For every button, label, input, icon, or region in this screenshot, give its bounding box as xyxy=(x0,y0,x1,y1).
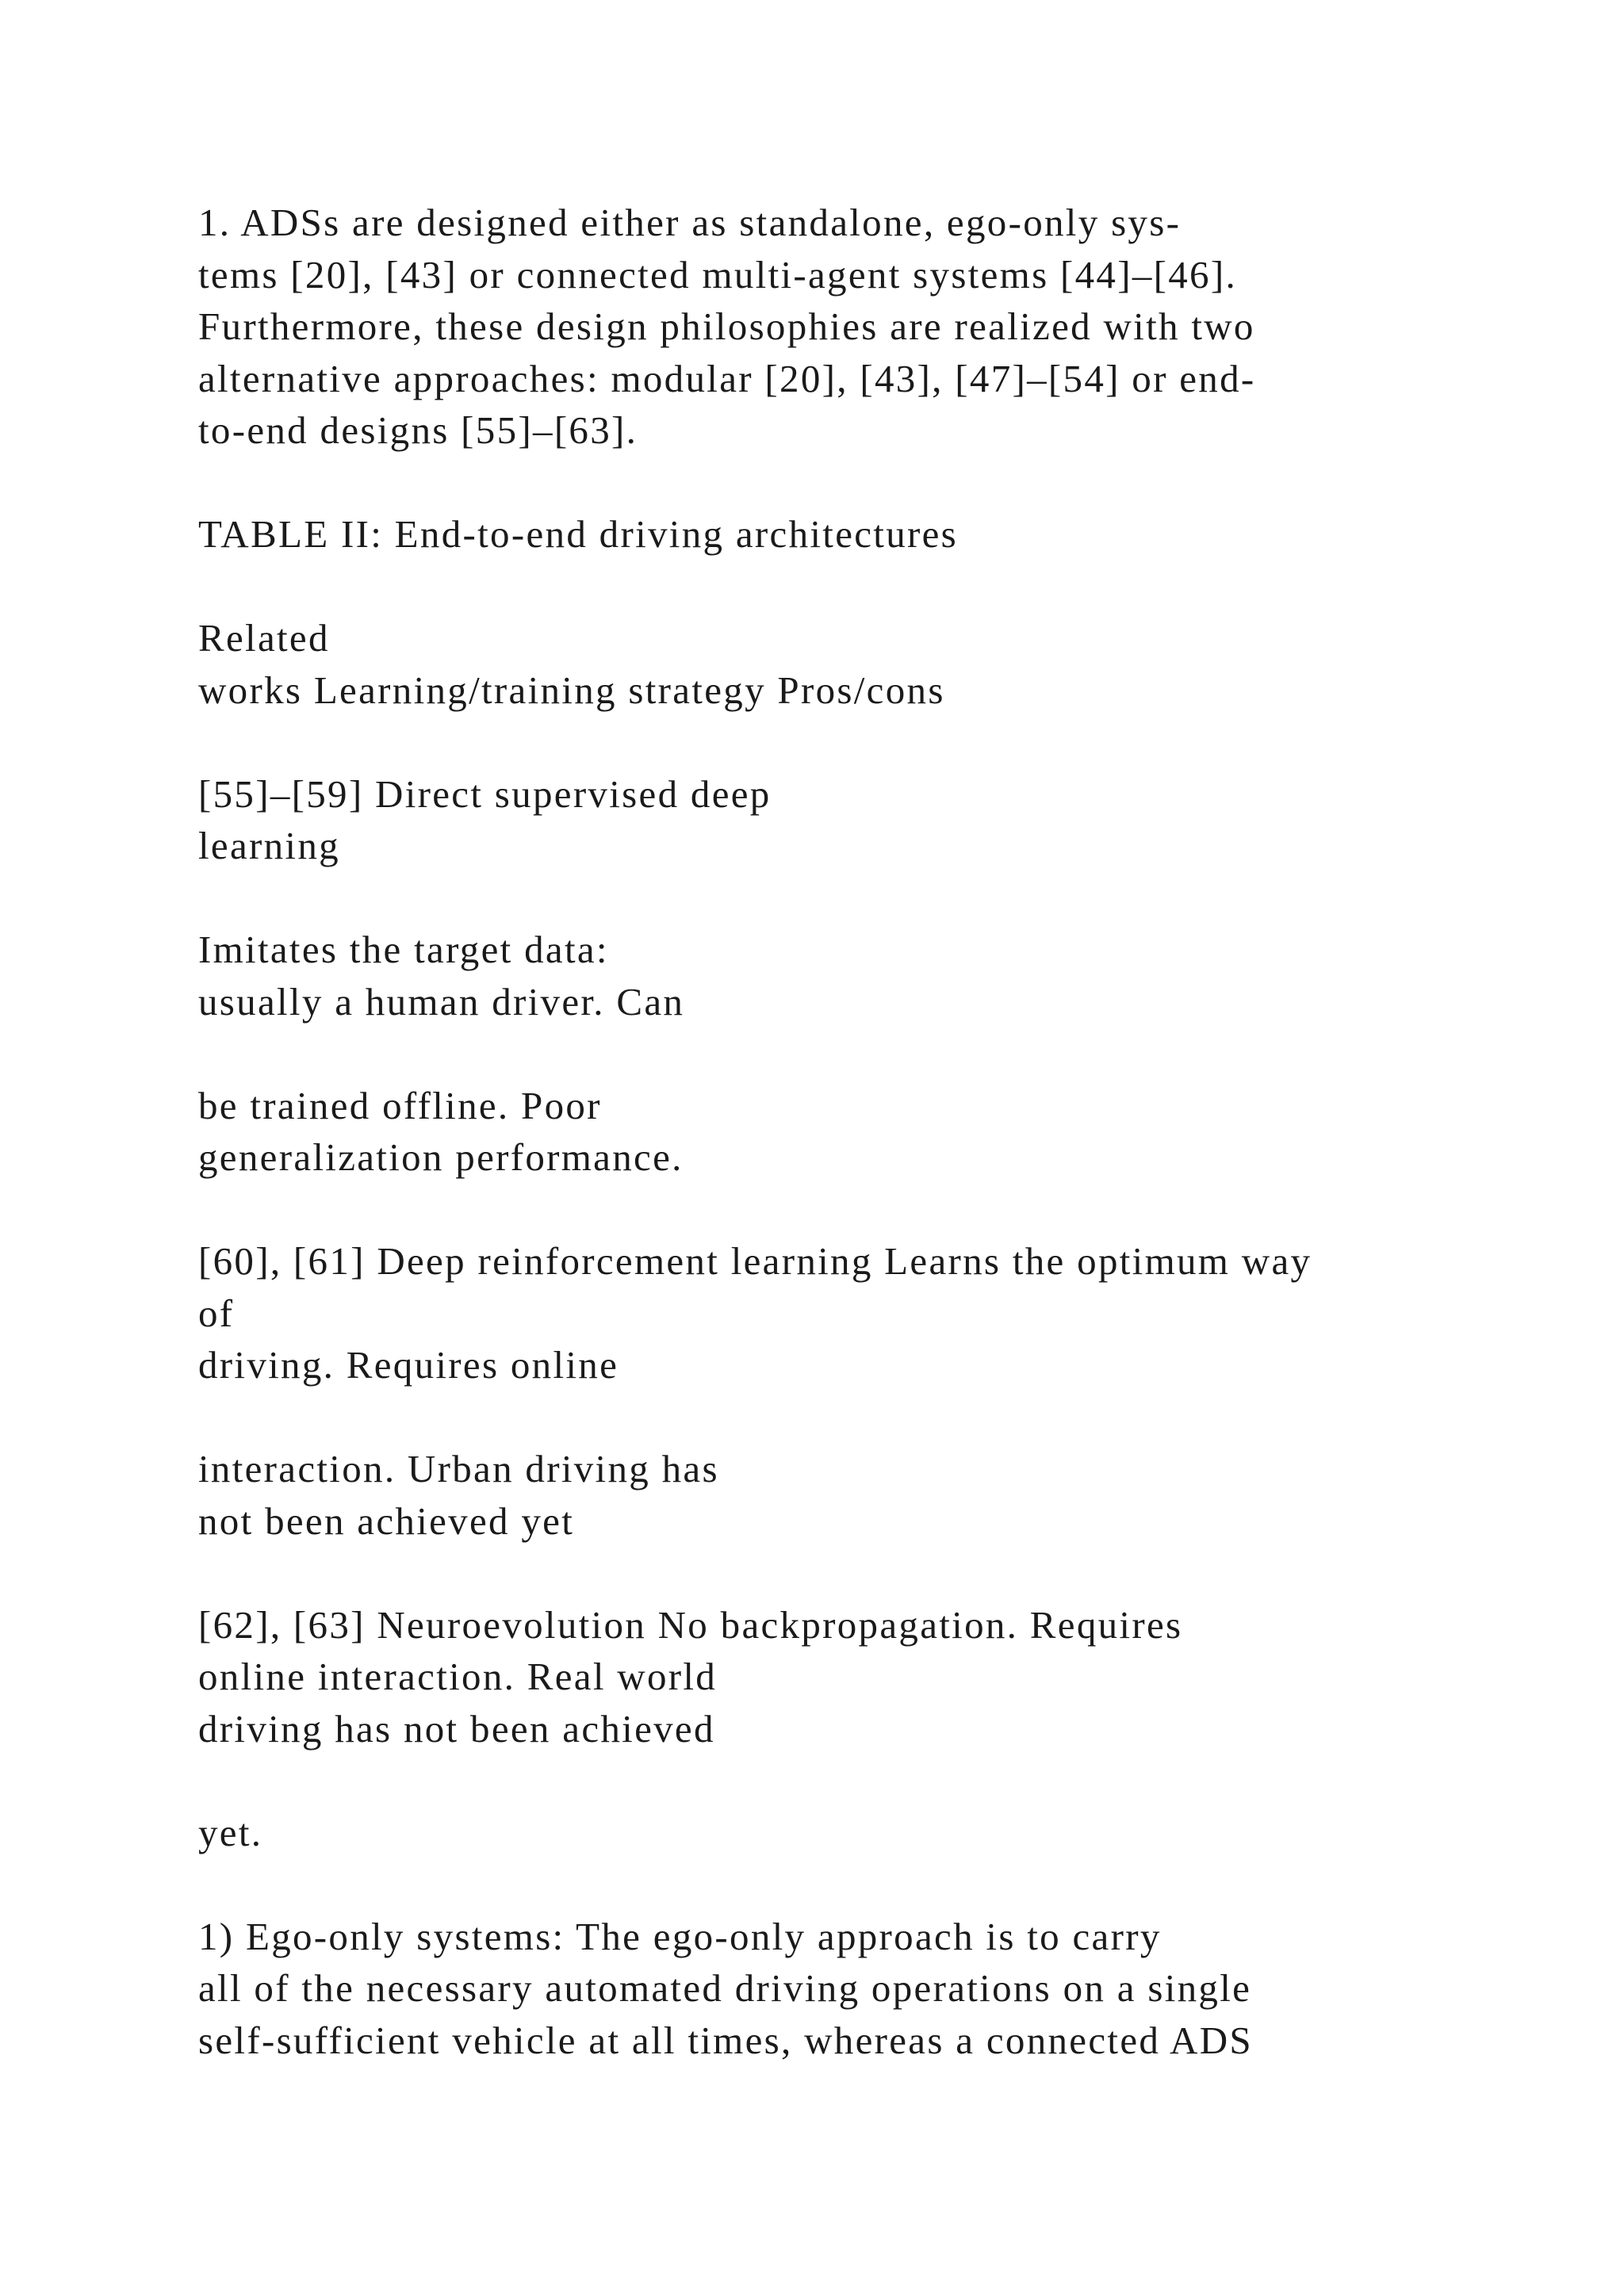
text-line: alternative approaches: modular [20], [43], [47]–[54] or end- xyxy=(198,356,1256,400)
text-line: self-sufficient vehicle at all times, whereas a connected ADS xyxy=(198,2018,1253,2062)
intro-paragraph xyxy=(198,197,1546,457)
ego-only-paragraph xyxy=(198,1911,1546,2067)
text-line: Imitates the target data: xyxy=(198,928,609,971)
table-row-2-strategy xyxy=(198,1235,1546,1391)
text-line: usually a human driver. Can xyxy=(198,979,685,1024)
text-line: not been achieved yet xyxy=(198,1498,575,1543)
text-line: [55]–[59] Direct supervised deep xyxy=(198,771,772,816)
text-line: [62], [63] Neuroevolution No backpropagation. Requires xyxy=(198,1602,1183,1647)
text-line: tems [20], [43] or connected multi-agent systems [44]–[46]. xyxy=(198,252,1238,297)
blank-line xyxy=(198,1184,1546,1236)
text-line: 1. ADSs are designed either as standalone, ego-only sys- xyxy=(198,201,1182,244)
blank-line xyxy=(198,872,1546,924)
blank-line xyxy=(198,457,1546,509)
text-line: driving. Requires online xyxy=(198,1343,619,1387)
text-line: driving has not been achieved xyxy=(198,1706,715,1751)
blank-line xyxy=(198,1391,1546,1444)
table-row-3-tail: yet. xyxy=(198,1810,263,1854)
blank-line xyxy=(198,1755,1546,1807)
table-header xyxy=(198,612,1546,716)
text-line: learning xyxy=(198,824,340,867)
blank-line xyxy=(198,561,1546,613)
text-line: all of the necessary automated driving operations on a single xyxy=(198,1966,1252,2010)
blank-line xyxy=(198,716,1546,768)
blank-line xyxy=(198,1547,1546,1599)
text-line: interaction. Urban driving has xyxy=(198,1447,719,1490)
text-line: Furthermore, these design philosophies are realized with two xyxy=(198,304,1255,348)
text-line: be trained offline. Poor xyxy=(198,1083,602,1127)
text-line: to-end designs [55]–[63]. xyxy=(198,408,638,452)
blank-line xyxy=(198,1027,1546,1080)
text-line: [60], [61] Deep reinforcement learning Learns the optimum way xyxy=(198,1239,1312,1283)
document-page xyxy=(198,197,1546,2066)
table-row-2-pros-cons xyxy=(198,1443,1546,1547)
table-row-3-strategy xyxy=(198,1599,1546,1755)
table-caption: TABLE II: End-to-end driving architectures xyxy=(198,512,959,556)
text-line: generalization performance. xyxy=(198,1135,684,1179)
text-line: online interaction. Real world xyxy=(198,1655,718,1698)
table-row-1-strategy xyxy=(198,768,1546,872)
text-line: works Learning/training strategy Pros/cons xyxy=(198,668,945,712)
text-line: 1) Ego-only systems: The ego-only approach is to carry xyxy=(198,1914,1162,1958)
blank-line xyxy=(198,1858,1546,1911)
text-line: of xyxy=(198,1291,235,1335)
table-row-1-pros-cons-a xyxy=(198,924,1546,1027)
text-line: Related xyxy=(198,616,330,660)
table-row-1-pros-cons-b xyxy=(198,1080,1546,1184)
